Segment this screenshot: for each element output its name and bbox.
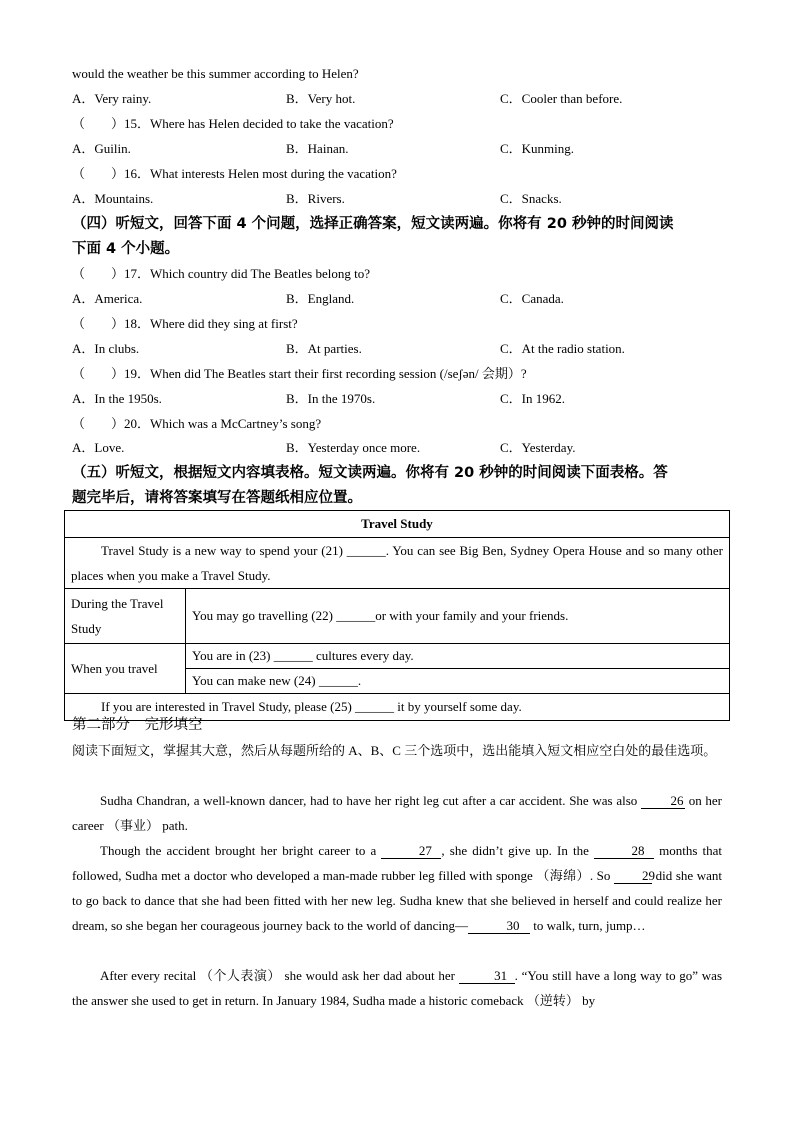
blank-29: 29: [614, 869, 652, 884]
passage-text: did she want to go back to dance that she had been fitted with her new leg. Sudha knew that she believed in herself and could realize her dream, so she began her courageous journey back to the world of dancing—: [72, 868, 723, 933]
option-17b: B．England.: [286, 291, 355, 306]
table-title: Travel Study: [65, 511, 730, 538]
question-14-tail: would the weather be this summer according to Helen?: [72, 66, 359, 81]
section-4-heading-line1: （四）听短文，回答下面 4 个问题，选择正确答案，短文读两遍。你将有 20 秒钟的时间阅读: [72, 216, 674, 232]
option-16a: A．Mountains.: [72, 191, 154, 206]
option-16b: B．Rivers.: [286, 191, 345, 206]
passage-paragraph-3: [72, 963, 722, 1013]
question-18: （ ）18．Where did they sing at first?: [72, 316, 298, 331]
table-row-label-travel: When you travel: [65, 644, 186, 694]
table-row-text-during: You may go travelling (22) ______or with your family and your friends.: [186, 589, 730, 644]
passage-paragraph-2: [72, 838, 722, 938]
option-20b: B．Yesterday once more.: [286, 440, 421, 455]
question-20: （ ）20．Which was a McCartney’s song?: [72, 416, 322, 431]
blank-28: 28: [594, 844, 654, 859]
option-16c: C．Snacks.: [500, 191, 562, 206]
option-18b: B．At parties.: [286, 341, 362, 356]
question-17: （ ）17．Which country did The Beatles belong to?: [72, 266, 370, 281]
question-15: （ ）15．Where has Helen decided to take the vacation?: [72, 116, 394, 131]
option-17a: A．America.: [72, 291, 143, 306]
passage-text: After every recital （个人表演） she would ask her dad about her: [100, 968, 455, 983]
part-2-title: 第二部分 完形填空: [72, 717, 203, 733]
passage-text: , she didn’t give up. In the: [441, 843, 589, 858]
table-intro: Travel Study is a new way to spend your (21) ______. You can see Big Ben, Sydney Opera House and so many other places when you make a Travel Study.: [65, 538, 730, 589]
option-19c: C．In 1962.: [500, 391, 566, 406]
option-15b: B．Hainan.: [286, 141, 349, 156]
blank-31: 31: [459, 969, 515, 984]
table-closing: If you are interested in Travel Study, please (25) ______ it by yourself some day.: [65, 694, 730, 721]
question-16: （ ）16．What interests Helen most during the vacation?: [72, 166, 397, 181]
section-4-heading-line2: 下面 4 个小题。: [72, 241, 180, 257]
travel-study-table: [64, 510, 730, 721]
passage-text: . “You still have a long way to go” was the answer she used to get in return. In January 1984, Sudha made a historic comeback （逆转） by: [72, 968, 723, 1008]
passage-paragraph-1: [72, 788, 722, 838]
option-19b: B．In the 1970s.: [286, 391, 376, 406]
option-20a: A．Love.: [72, 440, 125, 455]
option-18a: A．In clubs.: [72, 341, 140, 356]
passage-text: on her career （事业） path.: [72, 793, 723, 833]
option-17c: C．Canada.: [500, 291, 564, 306]
option-14b: B．Very hot.: [286, 91, 356, 106]
section-5-heading-line1: （五）听短文，根据短文内容填表格。短文读两遍。你将有 20 秒钟的时间阅读下面表格。答: [72, 465, 668, 481]
blank-30: 30: [468, 919, 530, 934]
option-20c: C．Yesterday.: [500, 440, 576, 455]
option-15a: A．Guilin.: [72, 141, 131, 156]
table-row-text-cultures: You are in (23) ______ cultures every day.: [186, 644, 730, 669]
table-row-text-friends: You can make new (24) ______.: [186, 669, 730, 694]
section-5-heading-line2: 题完毕后，请将答案填写在答题纸相应位置。: [72, 490, 362, 506]
question-19: （ ）19．When did The Beatles start their first recording session (/seʃən/ 会期）?: [72, 366, 527, 381]
passage-text: Though the accident brought her bright career to a: [100, 843, 377, 858]
passage-text: months that followed, Sudha met a doctor who developed a man-made rubber leg filled with sponge （海绵）. So: [72, 843, 723, 883]
option-14a: A．Very rainy.: [72, 91, 152, 106]
passage-text: Sudha Chandran, a well-known dancer, had to have her right leg cut after a car accident. She was also: [100, 793, 638, 808]
blank-27: 27: [381, 844, 441, 859]
table-row-label-during: During the Travel Study: [65, 589, 186, 644]
blank-26: 26: [641, 794, 685, 809]
part-2-instructions: 阅读下面短文，掌握其大意，然后从每题所给的 A、B、C 三个选项中，选出能填入短文相应空白处的最佳选项。: [72, 743, 717, 758]
option-19a: A．In the 1950s.: [72, 391, 162, 406]
passage-text: to walk, turn, jump…: [533, 918, 646, 933]
option-14c: C．Cooler than before.: [500, 91, 623, 106]
option-15c: C．Kunming.: [500, 141, 575, 156]
option-18c: C．At the radio station.: [500, 341, 625, 356]
